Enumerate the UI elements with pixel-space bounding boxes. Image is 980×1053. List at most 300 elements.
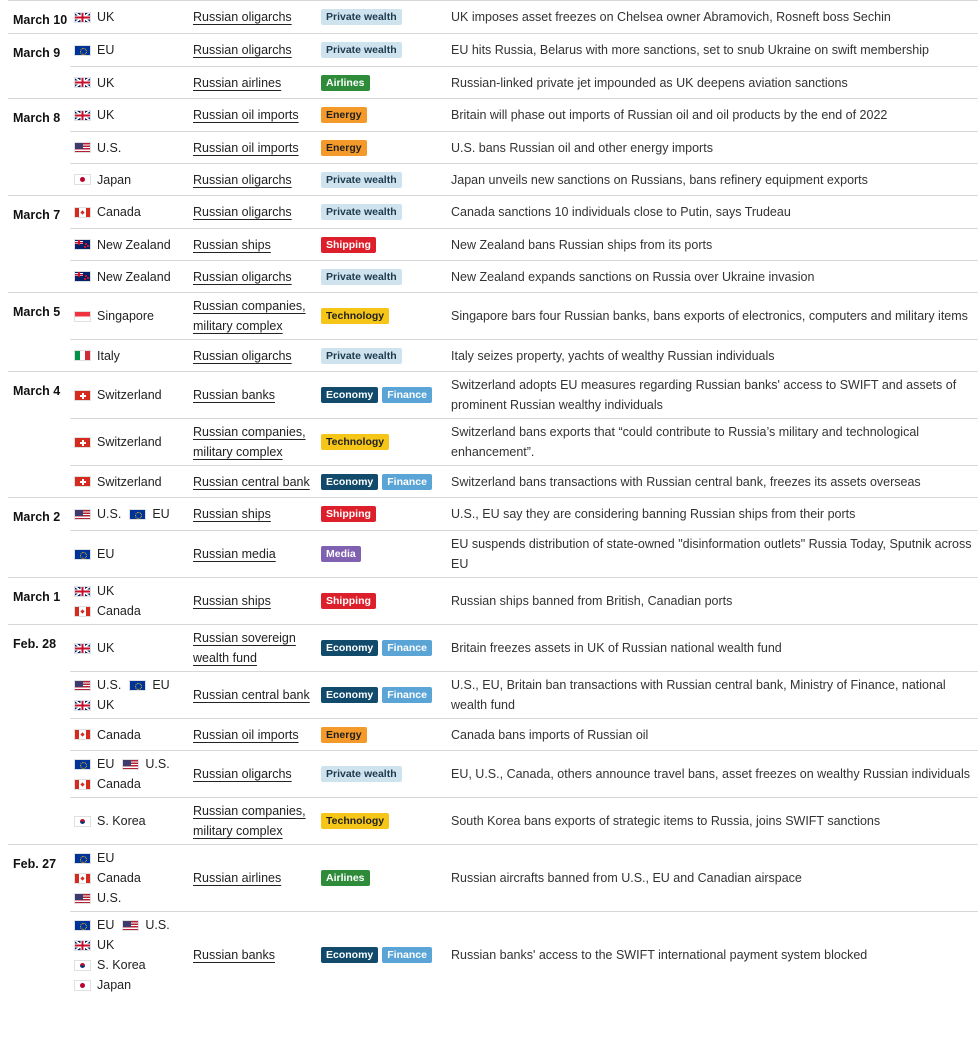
tags-cell <box>321 947 451 963</box>
countries-cell <box>70 202 193 222</box>
country-line <box>74 267 193 287</box>
tags-cell <box>321 387 451 403</box>
target-link[interactable] <box>193 40 292 60</box>
countries-cell <box>70 432 193 452</box>
country-line <box>74 432 193 452</box>
target-link-text[interactable]: military complex <box>193 445 283 459</box>
countries-cell <box>70 581 193 621</box>
date-group-rows <box>70 293 978 371</box>
ca-flag-icon <box>74 729 91 740</box>
category-tag: Finance <box>382 474 432 490</box>
category-tag: Energy <box>321 727 367 743</box>
category-tag: Technology <box>321 813 389 829</box>
date-group <box>8 624 978 844</box>
description: EU, U.S., Canada, others announce travel bans, asset freezes on wealthy Russian individuals <box>451 767 971 781</box>
category-tag: Private wealth <box>321 269 402 285</box>
jp-flag-icon <box>74 174 91 185</box>
eu-flag-icon <box>129 509 146 520</box>
tags-cell <box>321 727 451 743</box>
country-name: U.S. <box>97 507 122 521</box>
target-link-text[interactable]: Russian oligarchs <box>193 43 292 57</box>
description: Japan unveils new sanctions on Russians, bans refinery equipment exports <box>451 172 868 187</box>
country-item <box>74 349 120 363</box>
tags-cell <box>321 546 451 562</box>
target-link[interactable] <box>193 267 292 287</box>
target-link[interactable] <box>193 296 306 336</box>
date-group <box>8 292 978 371</box>
target-cell <box>193 202 321 222</box>
ca-flag-icon <box>74 606 91 617</box>
target-link[interactable] <box>193 346 292 366</box>
uk-flag-icon <box>74 700 91 711</box>
target-link[interactable] <box>193 945 275 965</box>
description: U.S. bans Russian oil and other energy imports <box>451 140 713 155</box>
uk-flag-icon <box>74 643 91 654</box>
country-name: New Zealand <box>97 237 171 252</box>
date-label: Feb. 28 <box>13 637 57 651</box>
sanction-row <box>70 530 978 577</box>
sanction-row <box>70 260 978 292</box>
country-name: Canada <box>97 205 141 219</box>
sanction-row <box>70 911 978 998</box>
countries-cell <box>70 40 193 60</box>
target-link[interactable] <box>193 170 292 190</box>
target-link-text[interactable]: Russian sovereign <box>193 631 296 645</box>
country-item <box>74 76 114 90</box>
category-tag: Shipping <box>321 593 376 609</box>
target-link-text[interactable]: Russian oil imports <box>193 140 299 155</box>
category-tag: Economy <box>321 387 378 403</box>
country-line <box>74 202 193 222</box>
tags-cell <box>321 42 451 58</box>
description: Switzerland adopts EU measures regarding Russian banks' access to SWIFT and assets of prominent Russian wealthy individuals <box>451 378 957 412</box>
country-item <box>74 238 171 252</box>
sanction-row <box>70 671 978 718</box>
country-line <box>74 754 193 774</box>
countries-cell <box>70 73 193 93</box>
country-name: EU <box>152 678 170 692</box>
date-label: March 9 <box>13 46 61 60</box>
target-link[interactable] <box>193 504 271 524</box>
country-name: S. Korea <box>97 958 146 972</box>
country-name: Japan <box>97 978 132 992</box>
target-link[interactable] <box>193 472 310 492</box>
target-link-text[interactable]: Russian airlines <box>193 871 282 885</box>
country-name: S. Korea <box>97 814 146 828</box>
country-item <box>74 641 114 655</box>
target-cell <box>193 235 321 255</box>
country-line <box>74 695 193 715</box>
countries-cell <box>70 725 193 745</box>
country-item <box>74 777 141 791</box>
category-tag: Airlines <box>321 870 370 886</box>
target-link-text[interactable]: Russian ships <box>193 594 271 608</box>
country-item <box>74 270 171 284</box>
country-item <box>74 978 131 992</box>
country-item <box>74 309 154 323</box>
country-item <box>74 938 114 952</box>
country-item <box>74 547 114 561</box>
target-link[interactable] <box>193 544 276 564</box>
description: Italy seizes property, yachts of wealthy Russian individuals <box>451 348 775 363</box>
tags-cell <box>321 506 451 522</box>
country-name: EU <box>97 851 115 865</box>
kr-flag-icon <box>74 816 91 827</box>
country-item <box>74 205 141 219</box>
date-group-rows <box>70 196 978 292</box>
country-line <box>74 811 193 831</box>
date-label: March 2 <box>13 510 61 524</box>
countries-cell <box>70 235 193 255</box>
category-tag: Technology <box>321 434 389 450</box>
country-name: Canada <box>97 871 141 885</box>
target-link-text[interactable]: military complex <box>193 824 283 838</box>
ca-flag-icon <box>74 873 91 884</box>
description: Switzerland bans exports that “could contribute to Russia’s military and technological enhancement”. <box>451 425 920 459</box>
country-item <box>74 814 146 828</box>
target-link-text[interactable]: Russian central bank <box>193 688 310 702</box>
date-group <box>8 0 978 33</box>
country-name: UK <box>97 698 115 712</box>
target-link[interactable] <box>193 801 306 841</box>
sanction-row <box>70 718 978 750</box>
target-link-text[interactable]: Russian oligarchs <box>193 10 292 24</box>
target-link[interactable] <box>193 725 299 745</box>
country-name: Switzerland <box>97 435 162 449</box>
nz-flag-icon <box>74 271 91 282</box>
target-link[interactable] <box>193 685 310 705</box>
ca-flag-icon <box>74 207 91 218</box>
us-flag-icon <box>74 680 91 691</box>
eu-flag-icon <box>74 549 91 560</box>
date-group <box>8 844 978 998</box>
tags-cell <box>321 172 451 188</box>
target-link-text[interactable]: Russian ships <box>193 237 271 252</box>
target-link[interactable] <box>193 7 292 27</box>
target-link-text[interactable]: Russian oligarchs <box>193 172 292 187</box>
us-flag-icon <box>122 920 139 931</box>
tags-cell <box>321 434 451 450</box>
target-cell <box>193 628 321 668</box>
sanction-row <box>70 228 978 260</box>
country-line <box>74 915 193 935</box>
tags-cell <box>321 75 451 91</box>
countries-cell <box>70 346 193 366</box>
tags-cell <box>321 348 451 364</box>
target-link[interactable] <box>193 235 271 255</box>
category-tag: Shipping <box>321 237 376 253</box>
tags-cell <box>321 870 451 886</box>
country-name: Italy <box>97 348 120 363</box>
target-cell <box>193 138 321 158</box>
countries-cell <box>70 472 193 492</box>
sanction-row <box>70 196 978 228</box>
description: EU suspends distribution of state-owned "disinformation outlets" Russia Today, Sputnik across EU <box>451 537 972 571</box>
country-name: UK <box>97 108 115 122</box>
target-cell <box>193 385 321 405</box>
country-line <box>74 73 193 93</box>
sanction-row <box>70 66 978 98</box>
target-link-text[interactable]: Russian banks <box>193 948 275 962</box>
description: New Zealand bans Russian ships from its ports <box>451 237 713 252</box>
countries-cell <box>70 811 193 831</box>
target-link[interactable] <box>193 105 299 125</box>
target-link-text[interactable]: wealth fund <box>193 651 257 665</box>
sanction-row <box>70 465 978 497</box>
tags-cell <box>321 204 451 220</box>
target-link-text[interactable]: Russian oil imports <box>193 108 299 122</box>
target-cell <box>193 544 321 564</box>
target-cell <box>193 296 321 336</box>
target-link[interactable] <box>193 422 306 462</box>
description: Russian banks' access to the SWIFT international payment system blocked <box>451 948 868 962</box>
country-item <box>122 757 169 771</box>
ch-flag-icon <box>74 437 91 448</box>
category-tag: Finance <box>382 947 432 963</box>
ch-flag-icon <box>74 476 91 487</box>
countries-cell <box>70 170 193 190</box>
country-item <box>122 918 169 932</box>
target-link-text[interactable]: Russian companies, <box>193 425 306 439</box>
countries-cell <box>70 754 193 794</box>
country-line <box>74 955 193 975</box>
countries-cell <box>70 544 193 564</box>
target-link[interactable] <box>193 628 296 668</box>
kr-flag-icon <box>74 960 91 971</box>
country-item <box>74 10 114 24</box>
description: U.S., EU say they are considering banning Russian ships from their ports <box>451 507 856 521</box>
target-link[interactable] <box>193 591 271 611</box>
country-item <box>74 584 114 598</box>
category-tag: Economy <box>321 687 378 703</box>
country-line <box>74 975 193 995</box>
country-name: UK <box>97 75 115 90</box>
target-link[interactable] <box>193 385 275 405</box>
sanction-row <box>70 418 978 465</box>
countries-cell <box>70 267 193 287</box>
date-label: March 1 <box>13 590 61 604</box>
target-link-text[interactable]: Russian oil imports <box>193 727 299 742</box>
target-cell <box>193 591 321 611</box>
country-name: Canada <box>97 777 141 791</box>
target-cell <box>193 40 321 60</box>
sg-flag-icon <box>74 311 91 322</box>
target-cell <box>193 504 321 524</box>
country-item <box>129 507 169 521</box>
sanction-row <box>70 750 978 797</box>
target-link-text[interactable]: Russian oligarchs <box>193 205 292 219</box>
description: Russian-linked private jet impounded as UK deepens aviation sanctions <box>451 75 848 90</box>
country-item <box>74 851 114 865</box>
date-group-rows <box>70 372 978 497</box>
uk-flag-icon <box>74 12 91 23</box>
date-group <box>8 371 978 497</box>
category-tag: Energy <box>321 107 367 123</box>
tags-cell <box>321 9 451 25</box>
target-link-text[interactable]: military complex <box>193 319 283 333</box>
date-group <box>8 98 978 195</box>
country-name: Canada <box>97 604 141 618</box>
tags-cell <box>321 593 451 609</box>
target-cell <box>193 764 321 784</box>
target-link[interactable] <box>193 73 281 93</box>
tags-cell <box>321 140 451 156</box>
country-line <box>74 7 193 27</box>
category-tag: Technology <box>321 308 389 324</box>
country-name: EU <box>97 547 115 561</box>
date-group-rows <box>70 578 978 624</box>
us-flag-icon <box>74 893 91 904</box>
country-name: EU <box>97 757 115 771</box>
uk-flag-icon <box>74 940 91 951</box>
ca-flag-icon <box>74 779 91 790</box>
country-name: U.S. <box>145 918 170 932</box>
category-tag: Finance <box>382 640 432 656</box>
date-group-rows <box>70 845 978 998</box>
country-line <box>74 638 193 658</box>
country-item <box>74 475 162 489</box>
us-flag-icon <box>74 142 91 153</box>
target-link[interactable] <box>193 202 292 222</box>
category-tag: Airlines <box>321 75 370 91</box>
country-line <box>74 888 193 908</box>
sanction-row <box>70 293 978 339</box>
country-name: U.S. <box>97 140 122 155</box>
target-link-text[interactable]: Russian banks <box>193 388 275 402</box>
date-group <box>8 577 978 624</box>
country-line <box>74 105 193 125</box>
category-tag: Private wealth <box>321 9 402 25</box>
category-tag: Private wealth <box>321 204 402 220</box>
country-name: Switzerland <box>97 388 162 402</box>
country-item <box>74 757 114 771</box>
description: Britain will phase out imports of Russian oil and oil products by the end of 2022 <box>451 108 888 122</box>
tags-cell <box>321 813 451 829</box>
uk-flag-icon <box>74 586 91 597</box>
tags-cell <box>321 269 451 285</box>
description: Canada sanctions 10 individuals close to Putin, says Trudeau <box>451 205 791 219</box>
country-item <box>74 507 121 521</box>
country-item <box>74 678 121 692</box>
country-name: EU <box>152 507 170 521</box>
country-item <box>74 891 121 905</box>
tags-cell <box>321 237 451 253</box>
country-item <box>74 604 141 618</box>
target-link-text[interactable]: Russian oligarchs <box>193 348 292 363</box>
target-link-text[interactable]: Russian oligarchs <box>193 269 292 284</box>
date-group-rows <box>70 1 978 33</box>
sanction-row <box>70 578 978 624</box>
description: Switzerland bans transactions with Russian central bank, freezes its assets overseas <box>451 474 921 489</box>
country-item <box>74 871 141 885</box>
target-link[interactable] <box>193 764 292 784</box>
country-item <box>74 435 162 449</box>
countries-cell <box>70 105 193 125</box>
sanction-row <box>70 625 978 671</box>
country-name: Canada <box>97 727 141 742</box>
country-line <box>74 868 193 888</box>
country-item <box>74 958 146 972</box>
category-tag: Private wealth <box>321 42 402 58</box>
country-item <box>74 141 121 155</box>
tags-cell <box>321 687 451 703</box>
date-group <box>8 33 978 98</box>
date-label: March 5 <box>13 305 61 319</box>
target-cell <box>193 346 321 366</box>
country-item <box>74 698 114 712</box>
eu-flag-icon <box>74 920 91 931</box>
sanction-row <box>70 797 978 844</box>
date-group-rows <box>70 498 978 577</box>
countries-cell <box>70 848 193 908</box>
tags-cell <box>321 107 451 123</box>
target-link-text[interactable]: Russian media <box>193 547 276 561</box>
date-label: March 4 <box>13 384 61 398</box>
sanctions-tracker-table <box>8 0 978 998</box>
country-item <box>74 173 131 187</box>
description: U.S., EU, Britain ban transactions with Russian central bank, Ministry of Finance, national wealth fund <box>451 678 946 712</box>
date-label: March 10 <box>13 13 68 27</box>
date-label: Feb. 27 <box>13 857 57 871</box>
category-tag: Economy <box>321 947 378 963</box>
target-link-text[interactable]: Russian ships <box>193 507 271 521</box>
category-tag: Private wealth <box>321 348 402 364</box>
country-line <box>74 774 193 794</box>
target-link-text[interactable]: Russian companies, <box>193 804 306 818</box>
date-group <box>8 497 978 577</box>
date-group-rows <box>70 625 978 844</box>
sanction-row <box>70 1 978 33</box>
sanction-row <box>70 34 978 66</box>
target-cell <box>193 685 321 705</box>
nz-flag-icon <box>74 239 91 250</box>
category-tag: Finance <box>382 387 432 403</box>
countries-cell <box>70 385 193 405</box>
target-link[interactable] <box>193 868 281 888</box>
target-link-text[interactable]: Russian airlines <box>193 75 282 90</box>
target-cell <box>193 267 321 287</box>
target-link-text[interactable]: Russian central bank <box>193 474 310 489</box>
country-line <box>74 848 193 868</box>
country-name: UK <box>97 10 115 24</box>
country-name: EU <box>97 43 115 57</box>
date-group-rows <box>70 99 978 195</box>
country-name: UK <box>97 641 115 655</box>
countries-cell <box>70 504 193 524</box>
tags-cell <box>321 766 451 782</box>
target-cell <box>193 422 321 462</box>
target-link[interactable] <box>193 138 299 158</box>
category-tag: Private wealth <box>321 766 402 782</box>
ch-flag-icon <box>74 390 91 401</box>
category-tag: Shipping <box>321 506 376 522</box>
country-line <box>74 306 193 326</box>
category-tag: Economy <box>321 640 378 656</box>
sanction-row <box>70 845 978 911</box>
country-line <box>74 581 193 601</box>
category-tag: Finance <box>382 687 432 703</box>
country-name: U.S. <box>145 757 170 771</box>
eu-flag-icon <box>74 853 91 864</box>
category-tag: Private wealth <box>321 172 402 188</box>
country-item <box>74 728 141 742</box>
target-link-text[interactable]: Russian oligarchs <box>193 767 292 781</box>
description: EU hits Russia, Belarus with more sanctions, set to snub Ukraine on swift membership <box>451 43 929 57</box>
description: New Zealand expands sanctions on Russia over Ukraine invasion <box>451 269 815 284</box>
target-link-text[interactable]: Russian companies, <box>193 299 306 313</box>
us-flag-icon <box>122 759 139 770</box>
description: Britain freezes assets in UK of Russian national wealth fund <box>451 641 782 655</box>
